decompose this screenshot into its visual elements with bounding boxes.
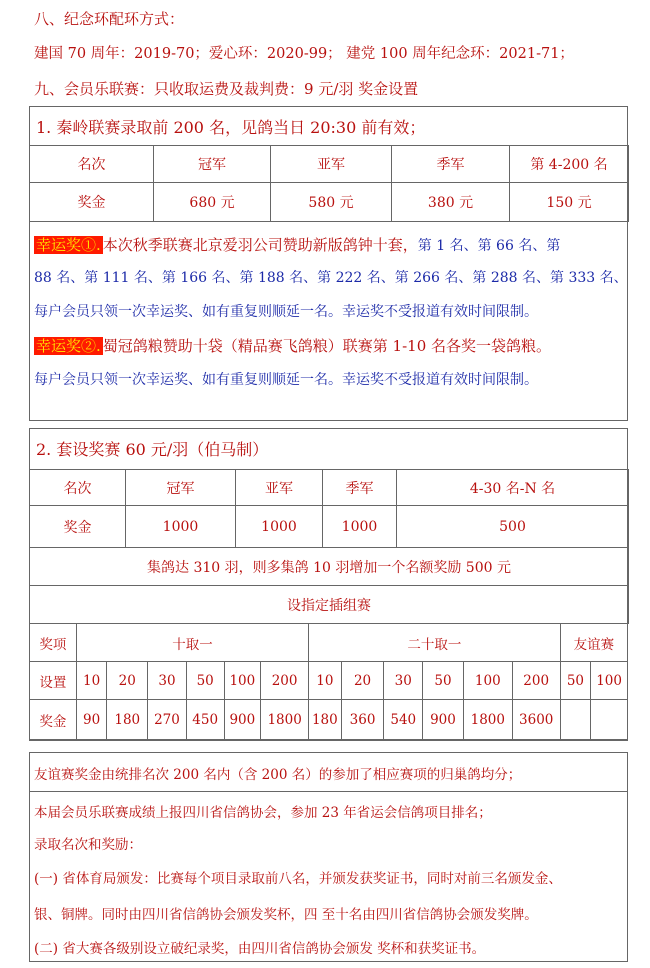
lucky1-ranks-b: 88 名、第 111 名、第 166 名、第 188 名、第 222 名、第 266 名、第 288 名、第 333 名、 (34, 270, 628, 286)
setting-cell: 10 (76, 662, 107, 700)
section-nine-heading: 九、会员乐联赛：只收取运费及裁判费：9 元/羽 奖金设置 (34, 80, 419, 98)
setting-cell: 100 (463, 662, 512, 700)
row-label-prize: 奖金 (30, 183, 154, 222)
prize-third: 1000 (323, 506, 397, 548)
prize-4-200: 150 元 (510, 183, 629, 222)
lucky2-tag: 幸运奖②. (36, 337, 101, 355)
header-runner-up: 亚军 (236, 470, 323, 506)
lucky-award-1 (34, 234, 560, 255)
lucky1-tag: 幸运奖①. (36, 236, 101, 254)
section2-prize-table (29, 469, 629, 624)
row-label-prize: 奖金 (30, 506, 126, 548)
header-third: 季军 (323, 470, 397, 506)
setting-cell: 20 (107, 662, 148, 700)
setting-cell: 100 (224, 662, 261, 700)
header-third: 季军 (392, 146, 510, 183)
section-eight-heading: 八、纪念环配环方式： (34, 10, 185, 28)
section1-title: 1. 秦岭联赛录取前 200 名，见鸽当日 20:30 前有效； (36, 118, 426, 137)
prize-champion: 1000 (126, 506, 236, 548)
sports-bureau-award-line1: (一) 省体育局颁发：比赛每个项目录取前八名，并颁发获奖证书，同时对前三名颁发金、 (34, 871, 562, 887)
prize-cell: 270 (148, 700, 187, 740)
prize-cell: 360 (341, 700, 384, 740)
bonus-note: 集鸽达 310 羽，则多集鸽 10 羽增加一个名额奖励 500 元 (30, 548, 629, 586)
prize-cell: 900 (224, 700, 261, 740)
section2-box (29, 428, 628, 741)
prize-cell: 1800 (463, 700, 512, 740)
grid-label-prize: 奖金 (30, 700, 77, 740)
section1-box (29, 106, 628, 421)
lucky1-text: 本次秋季联赛北京爱羽公司赞助新版鸽钟十套， (102, 236, 418, 254)
prize-cell: 900 (423, 700, 464, 740)
sports-bureau-award-line2: 银、铜牌。同时由四川省信鸽协会颁发奖杯，四 至十名由四川省信鸽协会颁发奖牌。 (34, 907, 538, 923)
header-4-200: 第 4-200 名 (510, 146, 629, 183)
setting-cell: 50 (186, 662, 224, 700)
prize-cell (560, 700, 591, 740)
friendly-race-note: 友谊赛奖金由统排名次 200 名内（含 200 名）的参加了相应赛项的归巢鸽均分； (34, 767, 522, 783)
divider (30, 791, 627, 792)
group-ten-pick-one: 十取一 (76, 624, 308, 662)
prize-cell: 180 (309, 700, 342, 740)
record-award-note: (二) 省大赛各级别设立破纪录奖，由四川省信鸽协会颁发 奖杯和获奖证书。 (34, 941, 486, 957)
grid-label-award: 奖项 (30, 624, 77, 662)
lucky2-note: 每户会员只领一次幸运奖、如有重复则顺延一名。幸运奖不受报道有效时间限制。 (34, 372, 538, 388)
prize-runner-up: 1000 (236, 506, 323, 548)
setting-cell: 10 (309, 662, 342, 700)
provincial-report-note: 本届会员乐联赛成绩上报四川省信鸽协会，参加 23 年省运会信鸽项目排名； (34, 805, 492, 821)
header-runner-up: 亚军 (271, 146, 392, 183)
prize-cell: 450 (186, 700, 224, 740)
prize-third: 380 元 (392, 183, 510, 222)
setting-cell: 200 (512, 662, 560, 700)
ranking-awards-heading: 录取名次和奖励： (34, 837, 142, 853)
lucky2-text: 蜀冠鸽粮赞助十袋（精品赛飞鸽粮）联赛第 1-10 名各奖一袋鸽粮。 (102, 337, 552, 355)
grid-label-setting: 设置 (30, 662, 77, 700)
setting-cell: 30 (148, 662, 187, 700)
group-twenty-pick-one: 二十取一 (309, 624, 561, 662)
section1-prize-table (29, 145, 629, 222)
prize-runner-up: 580 元 (271, 183, 392, 222)
lucky-award-2 (34, 335, 551, 356)
setting-cell: 50 (560, 662, 591, 700)
prize-cell: 3600 (512, 700, 560, 740)
setting-cell: 100 (591, 662, 628, 700)
prize-cell (591, 700, 628, 740)
section2-title: 2. 套设奖赛 60 元/羽（伯马制） (36, 440, 269, 459)
commemorative-ring-info: 建国 70 周年：2019-70；爱心环：2020-99； 建党 100 周年纪念环：2021-71； (34, 46, 574, 62)
setting-cell: 30 (384, 662, 423, 700)
header-champion: 冠军 (154, 146, 271, 183)
lucky1-note: 每户会员只领一次幸运奖、如有重复则顺延一名。幸运奖不受报道有效时间限制。 (34, 304, 538, 320)
setting-cell: 50 (423, 662, 464, 700)
footer-box (29, 752, 628, 962)
group-race-grid (29, 623, 628, 740)
prize-cell: 1800 (261, 700, 309, 740)
header-rank: 名次 (30, 146, 154, 183)
group-friendly: 友谊赛 (560, 624, 627, 662)
prize-champion: 680 元 (154, 183, 271, 222)
group-race-title: 设指定插组赛 (30, 586, 629, 624)
header-champion: 冠军 (126, 470, 236, 506)
prize-cell: 90 (76, 700, 107, 740)
prize-4-30: 500 (397, 506, 629, 548)
setting-cell: 200 (261, 662, 309, 700)
setting-cell: 20 (341, 662, 384, 700)
header-4-30: 4-30 名-N 名 (397, 470, 629, 506)
lucky1-ranks-a: 第 1 名、第 66 名、第 (417, 238, 561, 254)
prize-cell: 540 (384, 700, 423, 740)
prize-cell: 180 (107, 700, 148, 740)
header-rank: 名次 (30, 470, 126, 506)
